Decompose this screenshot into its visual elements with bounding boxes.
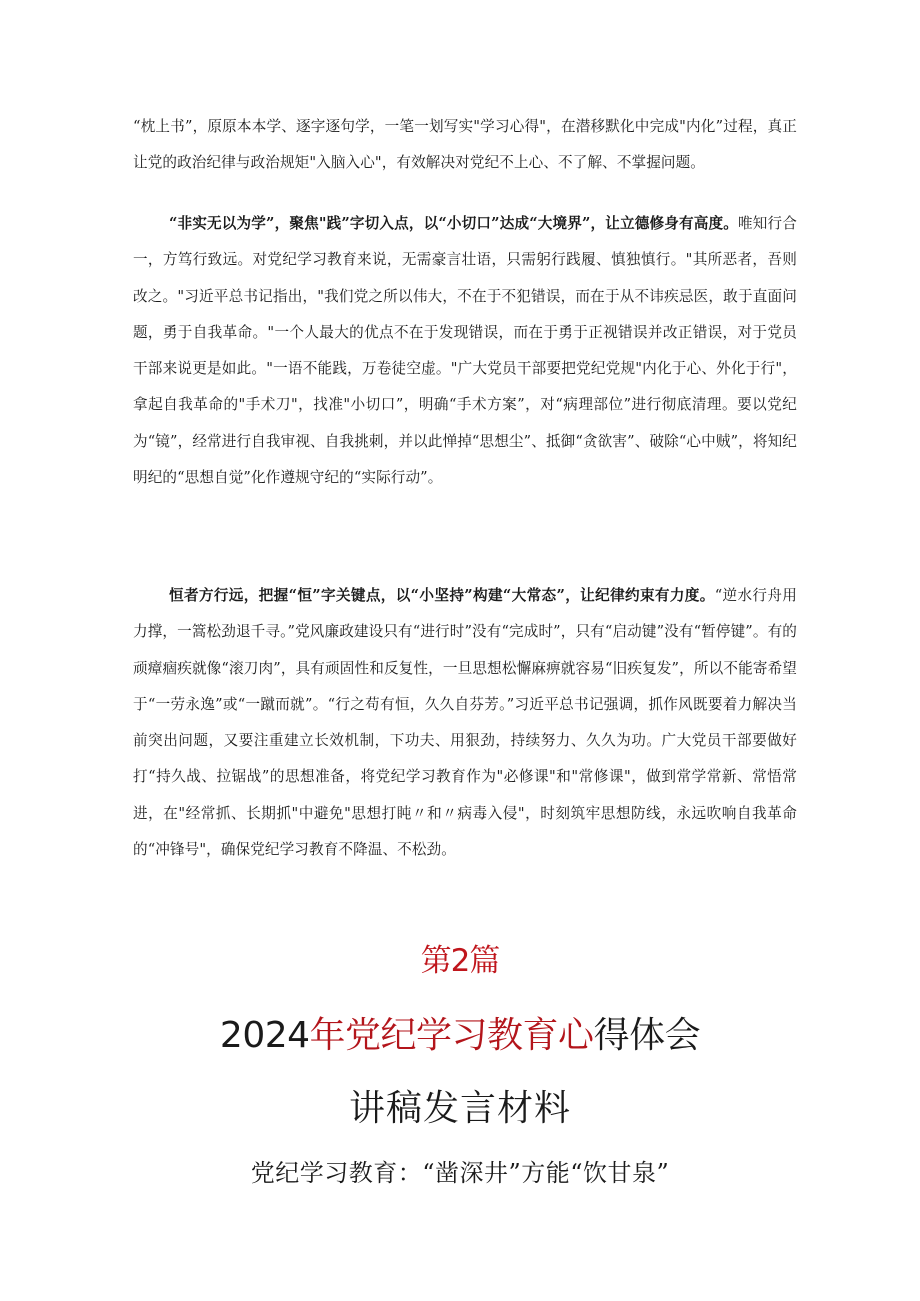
paragraph-3-lead: 恒者方行远，把握“恒”字关键点，以“小坚持”构建“大常态”，让纪律约束有力度。 [169, 587, 715, 604]
paragraph-3 [133, 578, 797, 868]
document-title-line-2: 讲稿发言材料 [348, 1088, 571, 1129]
paragraph-3-body: “逆水行舟用力撑，一篙松劲退千寻。”党风廉政建设只有“进行时”没有“完成时”，只有“启动键”没有“暂停键”。有的顽瘴痼疾就像“滚刀肉”，具有顽固性和反复性，一旦思想松懈麻痹就容易“旧疾复发”，所以不能寄希望于“一劳永逸”或“一蹴而就”。“行之苟有恒，久久自芬芳。”习近平总书记强调，抓作风既要着力解决当前突出问题，又要注重建立长效机制，下功夫、用狠劲，持续努力、久久为功。广大党员干部要做好打“持久战、拉锯战”的思想准备，将党纪学习教育作为"必修课"和"常修课"，做到常学常新、常悟常进，在"经常抓、长期抓"中避免"思想打盹〃和〃病毒入侵"，时刻筑牢思想防线，永远吹响自我革命的“冲锋号"，确保党纪学习教育不降温、不松劲。 [133, 587, 797, 859]
title-year: 2024 [219, 1015, 310, 1056]
title-suffix: 得体会 [593, 1015, 701, 1056]
paragraph-2 [133, 206, 797, 496]
section-label: 第2篇 [420, 943, 500, 979]
paragraph-2-body: 唯知行合一，方笃行致远。对党纪学习教育来说，无需豪言壮语，只需躬行践履、慎独慎行。"其所恶者，吾则改之。"习近平总书记指出，"我们党之所以伟大，不在于不犯错误，而在于从不讳疾忌医，敢于直面问题，勇于自我革命。"一个人最大的优点不在于发现错误，而在于勇于正视错误并改正错误，对于党员干部来说更是如此。"一语不能践，万卷徒空虚。"广大党员干部要把党纪党规"内化于心、外化于行"，拿起自我革命的"手术刀"，找准"小切口”，明确“手术方案”，对“病理部位”进行彻底清理。要以党纪为“镜”，经常进行自我审视、自我挑刺，并以此惮掉“思想尘”、抵御“贪欲害”、破除“心中贼”，将知纪明纪的“思想自觉”化作遵规守纪的“实际行动”。 [133, 215, 797, 487]
paragraph-2-lead: “非实无以为学”，聚焦"践”字切入点，以“小切口”达成“大境界”，让立德修身有高度。 [169, 215, 739, 232]
document-subtitle: 党纪学习教育：“凿深井”方能“饮甘泉” [250, 1159, 670, 1187]
paragraph-1: “枕上书”，原原本本学、逐字逐句学，一笔一划写实"学习心得"，在潜移默化中完成"内化”过程，真正让党的政治纪律与政治规矩"入脑入心"，有效解决对党纪不上心、不了解、不掌握问题。 [133, 118, 797, 172]
document-title-line-1 [0, 1009, 920, 1063]
title-red-segment: 年党纪学习教育心 [309, 1015, 594, 1056]
